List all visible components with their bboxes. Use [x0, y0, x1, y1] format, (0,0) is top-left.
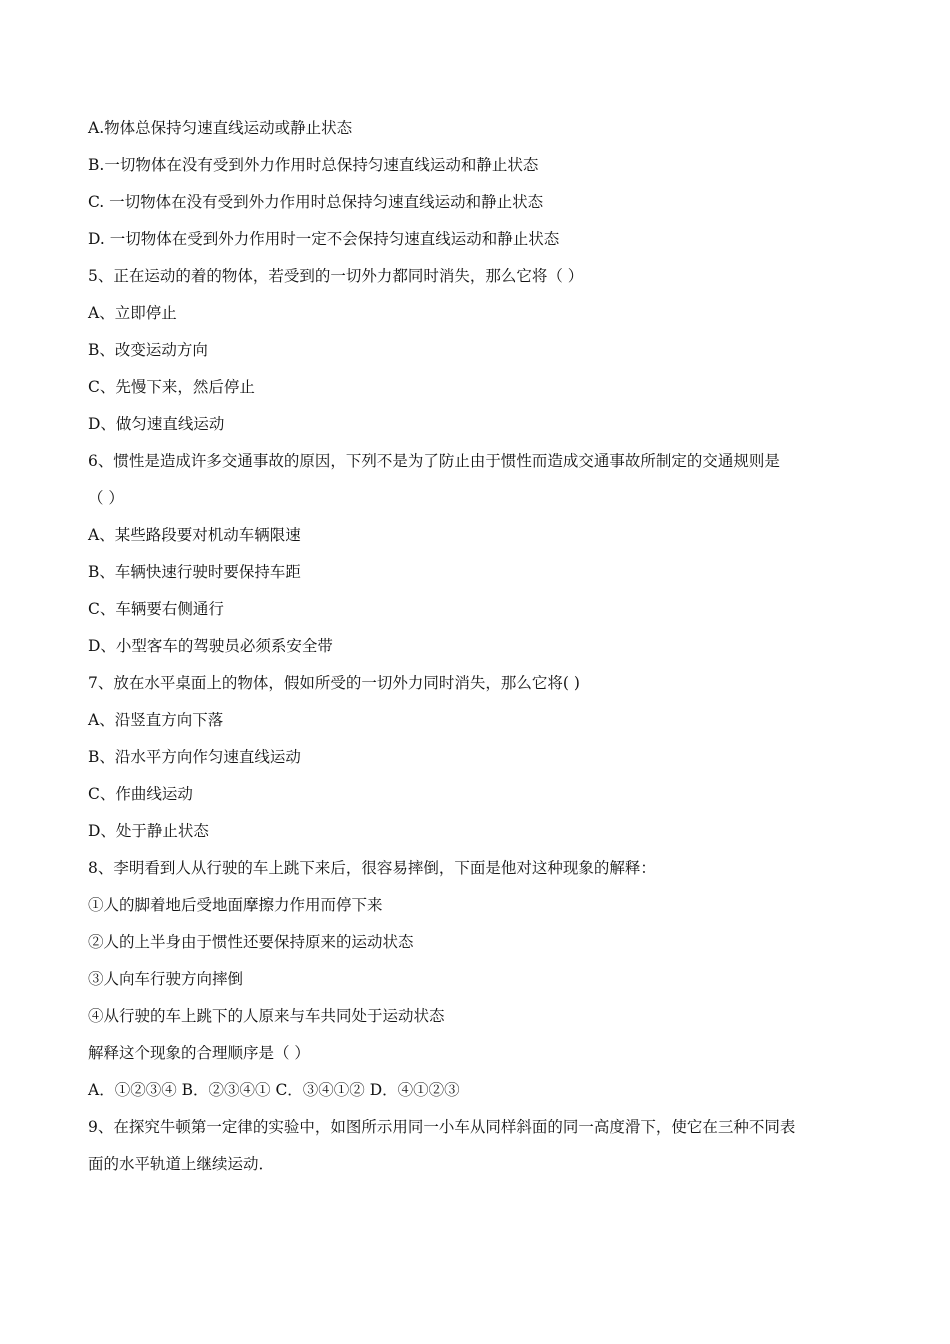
option-6d: D、小型客车的驾驶员必须系安全带	[88, 637, 333, 655]
option-4d: D. 一切物体在受到外力作用时一定不会保持匀速直线运动和静止状态	[88, 230, 560, 248]
option-4b: B.一切物体在没有受到外力作用时总保持匀速直线运动和静止状态	[88, 156, 539, 174]
option-6b: B、车辆快速行驶时要保持车距	[88, 563, 301, 581]
question-9: 9、在探究牛顿第一定律的实验中，如图所示用同一小车从同样斜面的同一高度滑下，使它在三种不同表	[88, 1118, 796, 1136]
question-9-cont: 面的水平轨道上继续运动．	[88, 1155, 275, 1173]
option-5c: C、先慢下来，然后停止	[88, 378, 255, 396]
option-7c: C、作曲线运动	[88, 785, 193, 803]
option-7d: D、处于静止状态	[88, 822, 209, 840]
statement-8-3: ③人向车行驶方向摔倒	[88, 970, 244, 988]
option-4c: C. 一切物体在没有受到外力作用时总保持匀速直线运动和静止状态	[88, 193, 544, 211]
statement-8-2: ②人的上半身由于惯性还要保持原来的运动状态	[88, 933, 414, 951]
option-6c: C、车辆要右侧通行	[88, 600, 224, 618]
option-5a: A、立即停止	[88, 304, 177, 322]
option-7b: B、沿水平方向作匀速直线运动	[88, 748, 301, 766]
statement-8-1: ①人的脚着地后受地面摩擦力作用而停下来	[88, 896, 383, 914]
question-8: 8、李明看到人从行驶的车上跳下来后，很容易摔倒，下面是他对这种现象的解释：	[88, 859, 656, 877]
option-5d: D、做匀速直线运动	[88, 415, 225, 433]
question-8-prompt: 解释这个现象的合理顺序是（ ）	[88, 1044, 310, 1062]
option-6a: A、某些路段要对机动车辆限速	[88, 526, 301, 544]
option-5b: B、改变运动方向	[88, 341, 208, 359]
question-7: 7、放在水平桌面上的物体，假如所受的一切外力同时消失，那么它将( )	[88, 674, 580, 692]
options-8: A．①②③④ B．②③④① C．③④①② D．④①②③	[88, 1081, 460, 1099]
question-5: 5、正在运动的着的物体，若受到的一切外力都同时消失，那么它将（ ）	[88, 267, 584, 285]
option-7a: A、沿竖直方向下落	[88, 711, 224, 729]
option-4a: A.物体总保持匀速直线运动或静止状态	[88, 119, 353, 137]
question-6: 6、惯性是造成许多交通事故的原因，下列不是为了防止由于惯性而造成交通事故所制定的交通规则是	[88, 452, 780, 470]
question-6-bracket: （ ）	[88, 489, 124, 507]
statement-8-4: ④从行驶的车上跳下的人原来与车共同处于运动状态	[88, 1007, 445, 1025]
